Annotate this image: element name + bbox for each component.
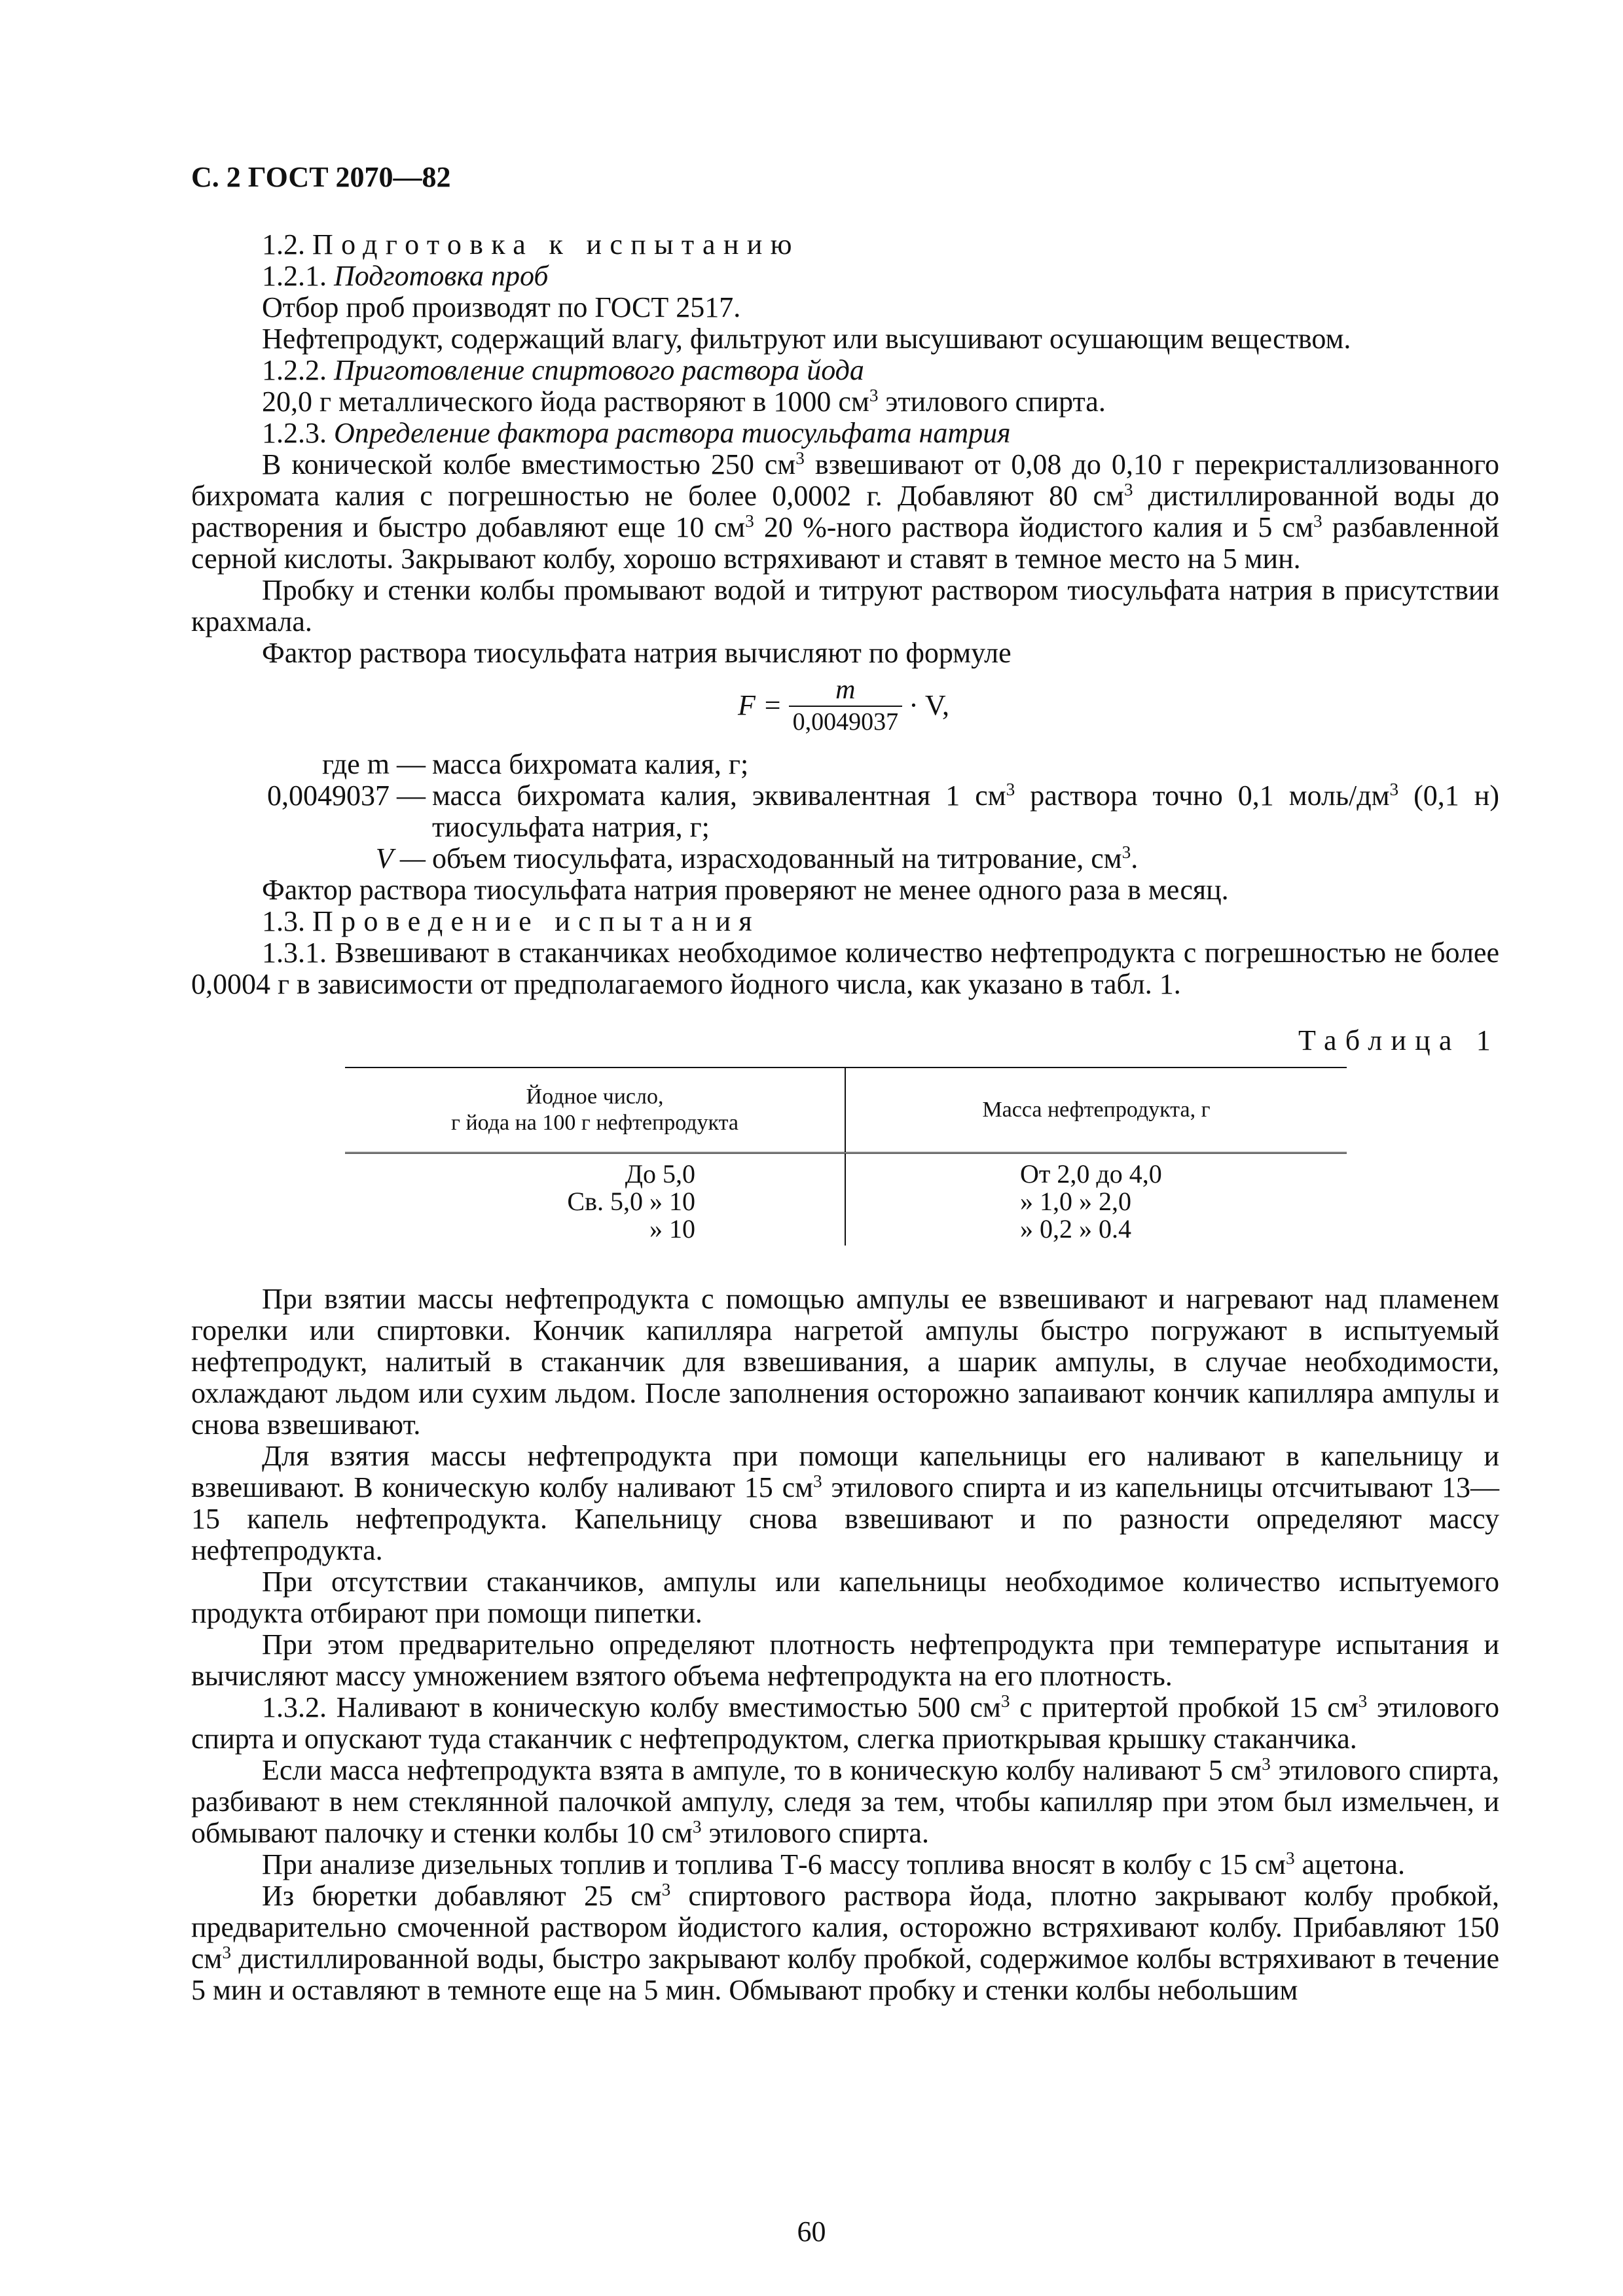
table-cell: » 0,2 » 0.4	[1020, 1214, 1131, 1244]
table-cell: До 5,0	[625, 1159, 695, 1189]
legend-term: V —	[375, 842, 426, 874]
paragraph: В конической колбе вместимостью 250 $см^3$ взвешивают от 0,08 до 0,10 г перекристаллизованного бихромата калия с погрешностью не более 0,0002 г. Добавляют 80 $см^3$ дистиллированной воды до растворения и быстро добавляют еще 10 $см^3$ 20 %-ного раствора йодистого калия и 5 $см^3$ разбавленной серной кислоты. Закрывают колбу, хорошо встряхивают и ставят в темное место на 5 мин.	[191, 448, 1499, 575]
formula-lhs: F =	[738, 689, 782, 721]
legend-row	[191, 780, 1499, 843]
table-column-1	[345, 1154, 846, 1246]
table-cell: От 2,0 до 4,0	[1020, 1159, 1162, 1189]
section-1-3-heading: 1.3. Проведение испытания	[262, 905, 760, 937]
table-cell: » 1,0 » 2,0	[1020, 1187, 1131, 1216]
formula-fraction	[789, 674, 903, 737]
column-header-iodine-number: Йодное число, г йода на 100 г нефтепродукта	[345, 1068, 846, 1152]
section-1-2-2-heading: 1.2.2. Приготовление спиртового раствора йода	[262, 354, 864, 386]
paragraph: Если масса нефтепродукта взята в ампуле, то в коническую колбу наливают 5 $см^3$ этилового спирта, разбивают в нем стеклянной палочкой ампулу, следя за тем, чтобы капилляр при этом был измельчен, и обмывают палочку и стенки колбы 10 $см^3$ этилового спирта.	[191, 1754, 1499, 1849]
table-body	[345, 1154, 1347, 1246]
table-column-2	[846, 1154, 1347, 1246]
formula-rhs: · V,	[909, 689, 950, 721]
paragraph: Пробку и стенки колбы промывают водой и титруют раствором тиосульфата натрия в присутствии крахмала.	[191, 574, 1499, 637]
table-1	[345, 1067, 1347, 1246]
page-header: С. 2 ГОСТ 2070—82	[191, 161, 451, 193]
paragraph: При анализе дизельных топлив и топлива Т-6 массу топлива вносят в колбу с 15 $см^3$ ацетона.	[262, 1848, 1405, 1880]
table-header	[345, 1068, 1347, 1154]
formula-numerator: m	[835, 675, 856, 705]
paragraph: При этом предварительно определяют плотность нефтепродукта при температуре испытания и вычисляют массу умножением взятого объема нефтепродукта на его плотность.	[191, 1628, 1499, 1692]
formula-legend	[191, 749, 1499, 874]
legend-row	[191, 843, 1499, 874]
paragraph: Отбор проб производят по ГОСТ 2517.	[262, 291, 741, 323]
column-header-mass: Масса нефтепродукта, г	[982, 1098, 1211, 1122]
paragraph: 1.3.1. Взвешивают в стаканчиках необходимое количество нефтепродукта с погрешностью не более 0,0004 г в зависимости от предполагаемого йодного числа, как указано в табл. 1.	[191, 937, 1499, 1000]
paragraph: Из бюретки добавляют 25 $см^3$ спиртового раствора йода, плотно закрывают колбу пробкой, предварительно смоченной раствором йодистого калия, осторожно встряхивают колбу. Прибавляют 150 $см^3$ дистиллированной воды, быстро закрывают колбу пробкой, содержимое колбы встряхивают в течение 5 мин и оставляют в темноте еще на 5 мин. Обмывают пробку и стенки колбы небольшим	[191, 1880, 1499, 2006]
section-1-2-heading: 1.2. Подготовка к испытанию	[262, 228, 800, 260]
legend-definition: масса бихромата калия, эквивалентная 1 $см^3$ раствора точно 0,1 моль/$дм^3$ (0,1 н) тиосульфата натрия, г;	[432, 780, 1499, 843]
paragraph: 20,0 г металлического йода растворяют в 1000 $см^3$ этилового спирта.	[262, 386, 1106, 418]
table-cell: Св. 5,0 » 10	[567, 1187, 695, 1216]
paragraph: Нефтепродукт, содержащий влагу, фильтруют или высушивают осушающим веществом.	[262, 323, 1351, 355]
paragraph: 1.3.2. Наливают в коническую колбу вместимостью 500 $см^3$ с притертой пробкой 15 $см^3$ этилового спирта и опускают туда стаканчик с нефтепродуктом, слегка приоткрывая крышку стаканчика.	[191, 1691, 1499, 1755]
legend-term: 0,0049037 —	[267, 780, 426, 812]
legend-definition: масса бихромата калия, г;	[432, 748, 749, 780]
legend-row	[191, 749, 1499, 780]
formula	[191, 670, 1499, 747]
paragraph: Для взятия массы нефтепродукта при помощи капельницы его наливают в капельницу и взвешивают. В коническую колбу наливают 15 $см^3$ этилового спирта и из капельницы отсчитывают 13—15 капель нефтепродукта. Капельницу снова взвешивают и по разности определяют массу нефтепродукта.	[191, 1440, 1500, 1566]
paragraph: Фактор раствора тиосульфата натрия проверяют не менее одного раза в месяц.	[262, 874, 1229, 906]
legend-term: где m —	[322, 748, 426, 780]
section-1-2-1-heading: 1.2.1. Подготовка проб	[262, 260, 549, 292]
page-number: 60	[797, 2215, 826, 2248]
paragraph: При отсутствии стаканчиков, ампулы или капельницы необходимое количество испытуемого продукта отбирают при помощи пипетки.	[191, 1566, 1499, 1629]
table-caption: Таблица 1	[1298, 1024, 1499, 1056]
paragraph: При взятии массы нефтепродукта с помощью ампулы ее взвешивают и нагревают над пламенем горелки или спиртовки. Кончик капилляра нагретой ампулы быстро погружают в испытуемый нефтепродукт, налитый в стаканчик для взвешивания, а шарик ампулы, в случае необходимости, охлаждают льдом или сухим льдом. После заполнения осторожно запаивают кончик капилляра ампулы и снова взвешивают.	[191, 1283, 1499, 1441]
formula-denominator: 0,0049037	[789, 706, 903, 737]
paragraph: Фактор раствора тиосульфата натрия вычисляют по формуле	[262, 637, 1012, 669]
section-1-2-3-heading: 1.2.3. Определение фактора раствора тиосульфата натрия	[262, 417, 1011, 449]
legend-definition: объем тиосульфата, израсходованный на титрование, $см^3$.	[432, 842, 1139, 874]
table-cell: » 10	[649, 1214, 695, 1244]
document-body	[191, 229, 1499, 2006]
